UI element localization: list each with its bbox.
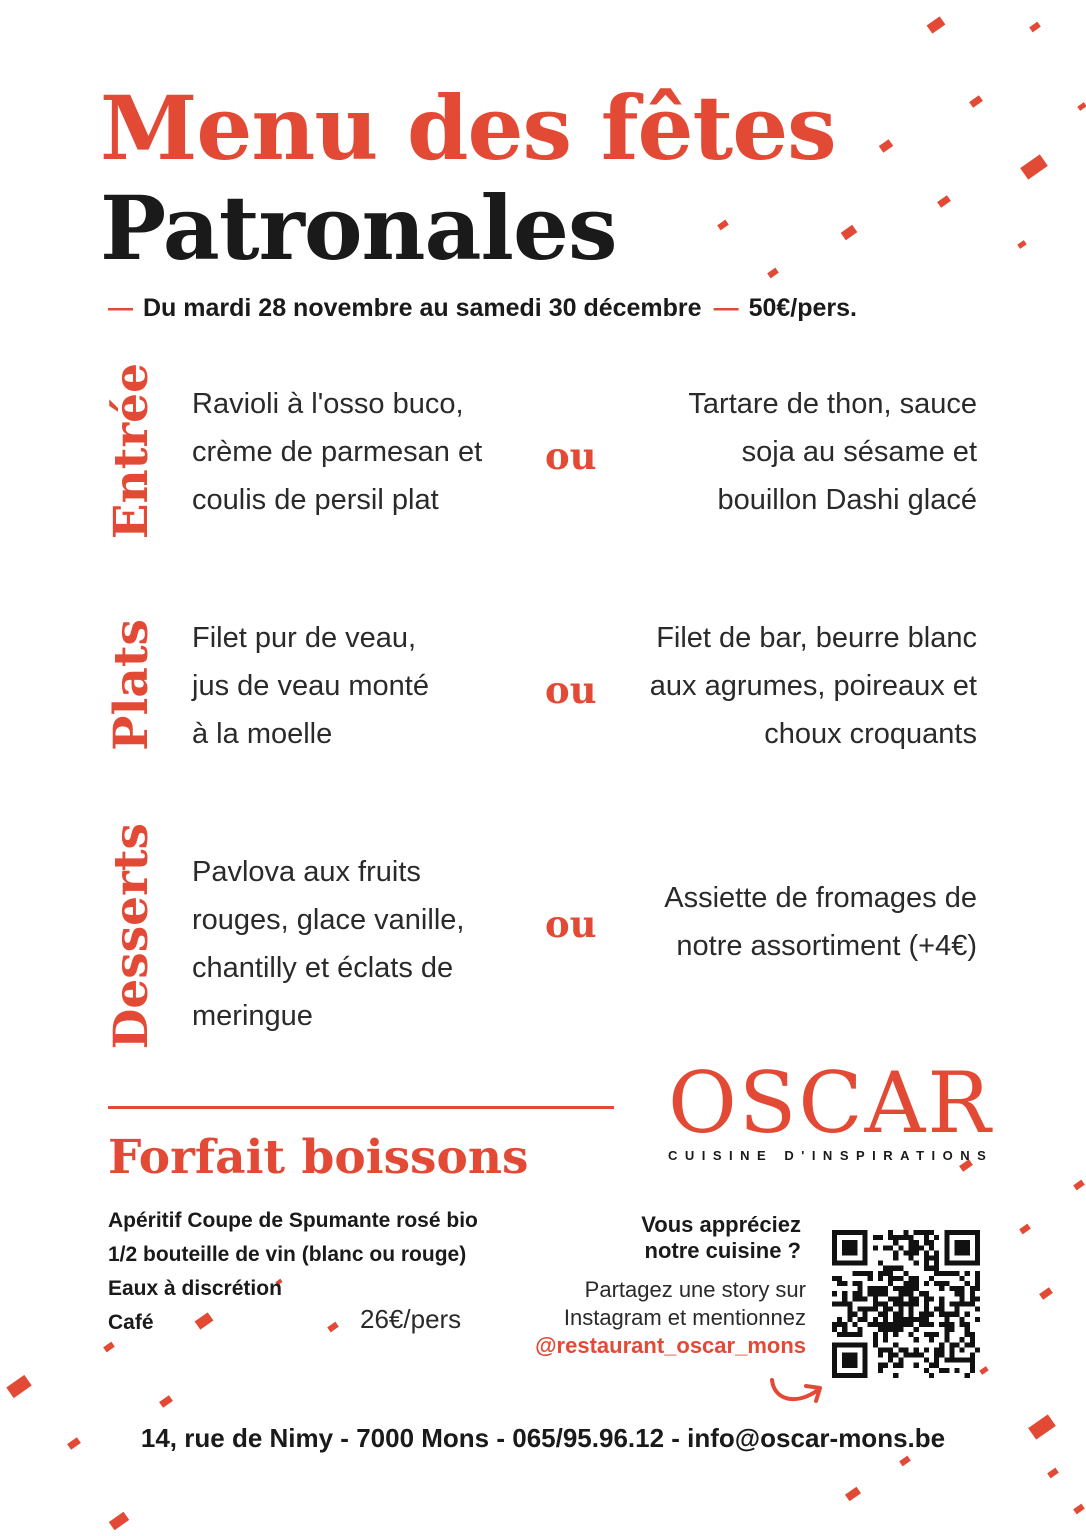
dish-line: crème de parmesan et bbox=[192, 436, 483, 468]
drinks-price: 26€/pers bbox=[360, 1304, 462, 1334]
confetti-piece bbox=[979, 1366, 988, 1375]
section-label-desserts bbox=[104, 822, 159, 1050]
dish-line: bouillon Dashi glacé bbox=[717, 484, 977, 516]
confetti-piece bbox=[841, 225, 858, 240]
dish-line: aux agrumes, poireaux et bbox=[649, 670, 977, 702]
or-separator: ou bbox=[545, 902, 597, 946]
section-label-entree bbox=[104, 362, 159, 540]
confetti-piece bbox=[1047, 1468, 1059, 1479]
section-label-text: Entrée bbox=[104, 362, 159, 540]
dish-line: choux croquants bbox=[764, 718, 977, 750]
plats-option-left bbox=[192, 614, 522, 758]
drink-item: 1/2 bouteille de vin (blanc ou rouge) bbox=[108, 1243, 467, 1266]
dish-line: notre assortiment (+4€) bbox=[676, 930, 977, 962]
dish-line: Ravioli à l'osso buco, bbox=[192, 388, 464, 420]
share-line: Partagez une story sur bbox=[584, 1277, 806, 1302]
confetti-piece bbox=[1039, 1287, 1053, 1300]
confetti-piece bbox=[845, 1487, 861, 1502]
confetti-piece bbox=[1020, 154, 1048, 179]
drink-item: Apéritif Coupe de Spumante rosé bio bbox=[108, 1209, 478, 1232]
period-line bbox=[108, 292, 857, 324]
dish-line: coulis de persil plat bbox=[192, 484, 439, 516]
entree-option-left bbox=[192, 380, 522, 524]
desserts-option-right bbox=[617, 874, 977, 970]
social-question-line: notre cuisine ? bbox=[644, 1238, 801, 1263]
confetti-piece bbox=[1029, 22, 1041, 33]
social-question-line: Vous appréciez bbox=[641, 1212, 801, 1237]
dish-line: Filet de bar, beurre blanc bbox=[656, 622, 977, 654]
drink-item: Café bbox=[108, 1311, 154, 1334]
dash-icon: — bbox=[108, 294, 133, 322]
menu-subtitle: Patronales bbox=[100, 176, 617, 280]
section-label-plats bbox=[105, 620, 159, 750]
dish-line: Tartare de thon, sauce bbox=[688, 388, 977, 420]
dish-line: Assiette de fromages de bbox=[664, 882, 977, 914]
social-share-text bbox=[535, 1276, 806, 1360]
confetti-piece bbox=[767, 268, 779, 279]
confetti-piece bbox=[159, 1395, 173, 1408]
restaurant-logo: OSCAR bbox=[668, 1054, 993, 1152]
dish-line: chantilly et éclats de bbox=[192, 952, 454, 984]
period-price: 50€/pers. bbox=[748, 294, 857, 322]
confetti-piece bbox=[103, 1342, 115, 1353]
share-line: Instagram et mentionnez bbox=[563, 1305, 806, 1330]
section-label-text: Desserts bbox=[104, 822, 159, 1050]
confetti-piece bbox=[899, 1456, 911, 1467]
menu-title: Menu des fêtes bbox=[100, 76, 836, 180]
dish-line: Filet pur de veau, bbox=[192, 622, 417, 654]
dish-line: meringue bbox=[192, 1000, 313, 1032]
section-label-text: Plats bbox=[104, 619, 159, 751]
confetti-piece bbox=[1073, 1504, 1085, 1515]
confetti-piece bbox=[717, 220, 729, 231]
dish-line: soja au sésame et bbox=[741, 436, 977, 468]
curved-arrow-icon bbox=[766, 1368, 826, 1408]
confetti-piece bbox=[927, 16, 946, 33]
footer-contact: 14, rue de Nimy - 7000 Mons - 065/95.96.12 - info@oscar-mons.be bbox=[140, 1423, 946, 1453]
confetti-piece bbox=[1073, 1180, 1085, 1191]
desserts-option-left bbox=[192, 848, 522, 1040]
dish-line: à la moelle bbox=[192, 718, 333, 750]
qr-code-icon[interactable] bbox=[832, 1230, 980, 1378]
dish-line: rouges, glace vanille, bbox=[192, 904, 465, 936]
confetti-piece bbox=[969, 95, 983, 108]
or-separator: ou bbox=[545, 668, 597, 712]
confetti-piece bbox=[1017, 240, 1026, 249]
or-separator: ou bbox=[545, 434, 597, 478]
confetti-piece bbox=[1019, 1224, 1031, 1235]
section-divider bbox=[108, 1106, 614, 1109]
dash-icon: — bbox=[713, 294, 739, 322]
drink-item: Eaux à discrétion bbox=[108, 1277, 282, 1300]
confetti-piece bbox=[6, 1375, 31, 1398]
drinks-title: Forfait boissons bbox=[108, 1130, 529, 1185]
instagram-handle[interactable]: @restaurant_oscar_mons bbox=[535, 1333, 806, 1358]
restaurant-tagline: CUISINE D'INSPIRATIONS bbox=[668, 1148, 994, 1163]
plats-option-right bbox=[617, 614, 977, 758]
confetti-piece bbox=[879, 139, 893, 152]
social-question bbox=[641, 1212, 801, 1264]
confetti-piece bbox=[1077, 102, 1086, 111]
entree-option-right bbox=[617, 380, 977, 524]
dish-line: jus de veau monté bbox=[192, 670, 429, 702]
period-dates: Du mardi 28 novembre au samedi 30 décembre bbox=[143, 294, 702, 322]
dish-line: Pavlova aux fruits bbox=[192, 856, 421, 888]
confetti-piece bbox=[109, 1512, 129, 1531]
confetti-piece bbox=[937, 195, 951, 208]
